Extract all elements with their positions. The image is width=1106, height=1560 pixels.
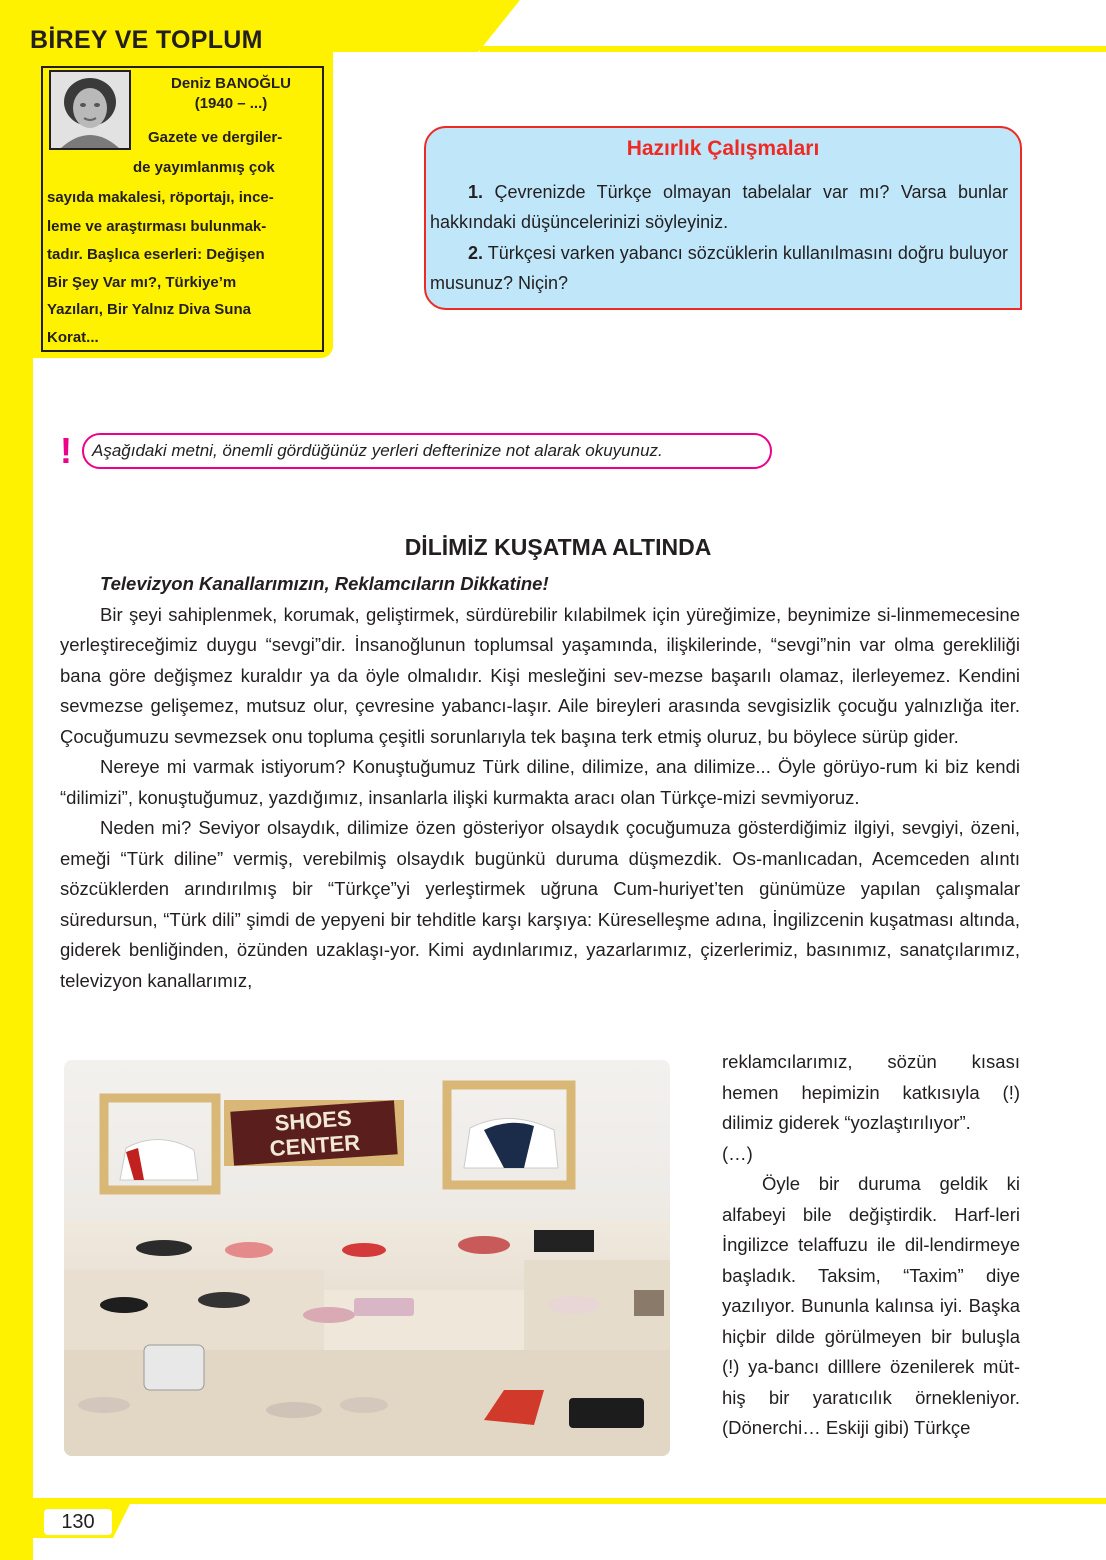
article-title: DİLİMİZ KUŞATMA ALTINDA: [404, 534, 712, 560]
bio-line: Gazete ve dergiler-: [148, 129, 283, 146]
article-side-column: [722, 1047, 1020, 1444]
bio-line: leme ve araştırması bulunmak-: [47, 218, 267, 235]
question-text: Türkçesi varken yabancı sözcüklerin kullanılmasını doğru buluyor musunuz? Niçin?: [430, 243, 1008, 293]
article-subtitle: Televizyon Kanallarımızın, Reklamcıların Dikkatine!: [100, 573, 549, 594]
bio-line: Bir Şey Var mı?, Türkiye’m: [47, 274, 237, 291]
question-number: 2.: [468, 243, 484, 263]
reading-instruction: Aşağıdaki metni, önemli gördüğünüz yerleri defterinize not alarak okuyunuz.: [92, 441, 663, 460]
page-number: 130: [44, 1509, 112, 1535]
author-name-block: [146, 74, 316, 114]
preparation-question-1: [430, 177, 1008, 237]
exclamation-icon: !: [60, 430, 72, 471]
header-rule: [480, 46, 1106, 52]
bio-line: de yayımlanmış çok: [133, 159, 275, 176]
bio-line: sayıda makalesi, röportajı, ince-: [47, 189, 274, 206]
paragraph-1: Bir şeyi sahiplenmek, korumak, geliştirmek, sürdürebilir kılabilmek için yüreğimize, beynimize si-linmemecesine yerleştireceğimiz duygu “sevgi”dir. İnsanoğlunun toplumsal yaşamında, ilişkilerinde, “sevgi”nin var olma gerekliliği bana göre değişmez kuraldır ya da öyle olmalıdır. Kişi mesleğini sev-mezse başarılı olamaz, ilerleyemez. Kendini sevmezse gelişemez, mutsuz olur, çevresine yabancı-laşır. Aile bireyleri arasında sevgisizlik çocuğu yalnızlığa iter. Çocuğumuzu sevmezsek onu topluma çeşitli sorunlarıyla tek başına terk etmiş oluruz, bu böylece sürüp gider.: [60, 603, 1020, 747]
paragraph-3: Neden mi? Seviyor olsaydık, dilimize özen gösteriyor olsaydık çocuğumuza gösterdiğimiz ilgiyi, sevgiyi, özeni, emeği “Türk diline” vermiş, verebilmiş olsaydık bugünkü duruma düşmezdik. Os-manlıcadan, Acemceden alıntı sözcüklerden arındırılmış bir “Türkçe”yi yerleştirmek uğruna Cum-huriyet’ten günümüze yapılan çalışmalar süredursun, “Türk dili” şimdi de yepyeni bir tehditle karşı karşıya: Küreselleşme adına, İngilizcenin kuşatması altında, giderek benliğinden, özünden uzaklaşı-yor. Kimi aydınlarımız, yazarlarımız, çizerlerimiz, basınımız, sanatçılarımız, televizyon kanallarımız,: [60, 817, 1020, 991]
author-years: (1940 – ...): [194, 95, 268, 112]
bio-line: Yazıları, Bir Yalnız Diva Suna: [47, 301, 251, 318]
shoes-sign-line-2: CENTER: [268, 1129, 361, 1162]
shoe-store-photo: [64, 1060, 670, 1456]
shoes-sign-line-1: SHOES: [273, 1105, 353, 1136]
bio-line: Korat...: [47, 329, 99, 346]
author-portrait: [49, 70, 131, 150]
author-name: Deniz BANOĞLU: [171, 75, 291, 92]
preparation-question-2: [430, 238, 1008, 298]
left-margin-bar: [0, 0, 33, 1560]
question-text: Çevrenizde Türkçe olmayan tabelalar var mı? Varsa bunlar hakkındaki düşüncelerinizi söyleyiniz.: [430, 182, 1008, 232]
section-title: BİREY VE TOPLUM: [30, 26, 263, 54]
paragraph-3-continued: reklamcılarımız, sözün kısası hemen hepimizin katkısıyla (!) dilimiz giderek “yozlaştırılıyor”.: [722, 1051, 1020, 1133]
article-body: [60, 569, 1020, 996]
question-number: 1.: [468, 182, 484, 202]
bio-line: tadır. Başlıca eserleri: Değişen: [47, 246, 265, 263]
footer-rule: [33, 1498, 1106, 1504]
preparation-title: Hazırlık Çalışmaları: [626, 137, 820, 160]
paragraph-2: Nereye mi varmak istiyorum? Konuştuğumuz Türk diline, dilimize, ana dilimize... Öyle görüyo-rum ki biz kendi “dilimizi”, konuştuğumuz, yazdığımız, insanlarla ilişki kurmakta aracı olan Türkçe-mizi sevmiyoruz.: [60, 756, 1020, 808]
ellipsis: (…): [722, 1142, 753, 1164]
paragraph-4: Öyle bir duruma geldik ki alfabeyi bile değiştirdik. Harf-leri İngilizce telaffuzu ile dil-lendirmeye başladık. Taksim, “Taxim” diye yazılıyor. Bununla kalınsa iyi. Başka hiçbir dilde görülmeyen bir buluşla (!) ya-bancı dilllere özenilerek müt-hiş bir yaratıcılık örnekleniyor. (Dönerchi… Eskiji gibi) Türkçe: [722, 1173, 1020, 1438]
